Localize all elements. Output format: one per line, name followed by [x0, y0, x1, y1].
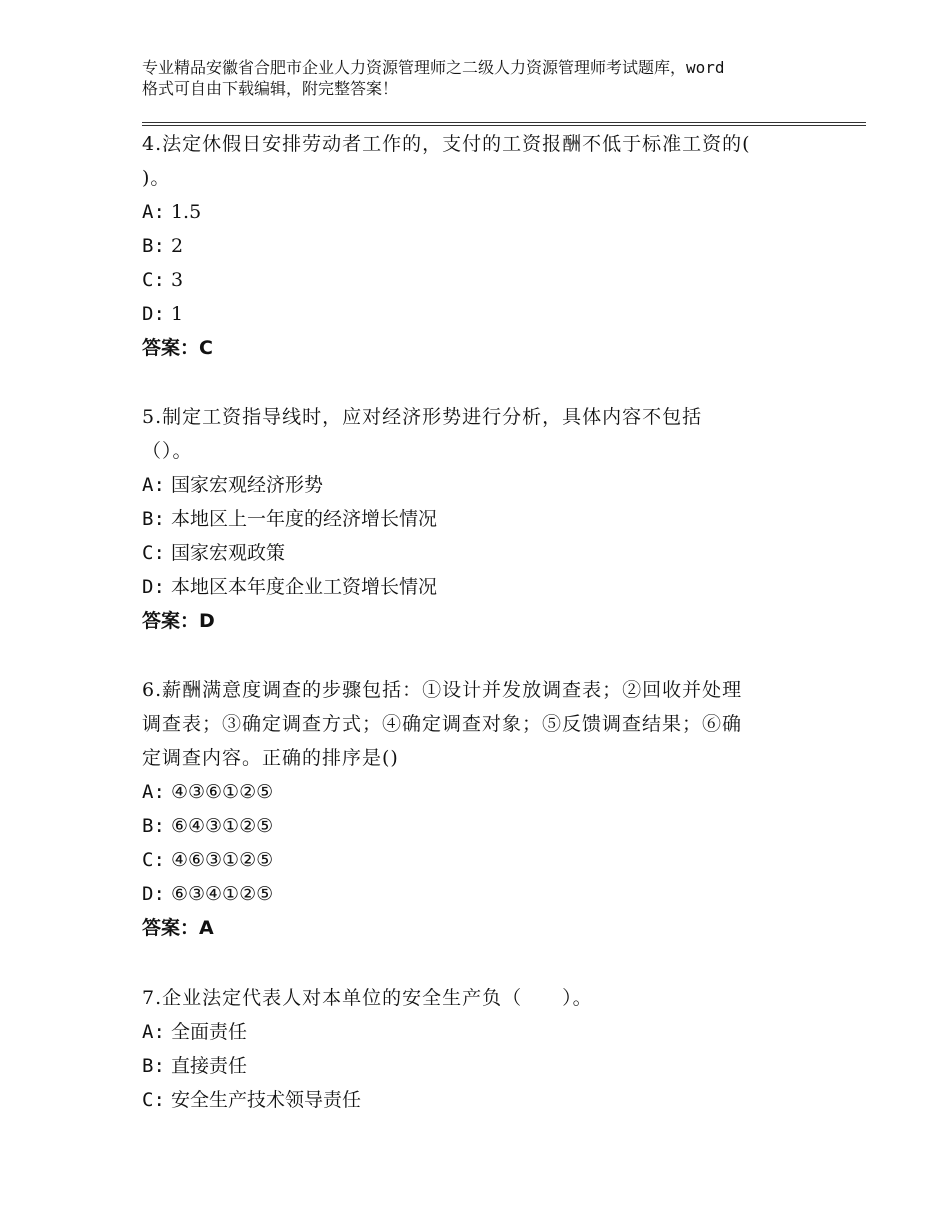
option-text: 国家宏观政策 — [170, 542, 285, 564]
option-c — [142, 843, 866, 877]
option-b — [142, 1049, 866, 1083]
document-header — [142, 57, 842, 99]
question-stem-line: 4.法定休假日安排劳动者工作的，支付的工资报酬不低于标准工资的( — [142, 133, 751, 155]
header-line-2: 格式可自由下载编辑，附完整答案！ — [142, 79, 399, 98]
option-text: 直接责任 — [170, 1055, 247, 1077]
answer-line: 答案：D — [142, 610, 215, 632]
option-a — [142, 775, 866, 809]
option-b — [142, 809, 866, 843]
option-label: C: — [142, 542, 165, 564]
option-label: A: — [142, 1021, 165, 1043]
question-stem-line: 5.制定工资指导线时，应对经济形势进行分析，具体内容不包括 — [142, 406, 703, 428]
option-text: ④⑥③①②⑤ — [170, 849, 274, 871]
answer-line: 答案：C — [142, 337, 213, 359]
option-label: D: — [142, 303, 165, 325]
option-text: 本地区本年度企业工资增长情况 — [170, 576, 437, 598]
option-label: B: — [142, 235, 165, 257]
question-4 — [142, 127, 866, 365]
option-label: C: — [142, 1089, 165, 1111]
option-text: ⑥④③①②⑤ — [170, 815, 274, 837]
option-c — [142, 536, 866, 570]
option-d — [142, 570, 866, 604]
option-text: 1 — [170, 303, 184, 325]
option-text: 全面责任 — [170, 1021, 247, 1043]
option-label: B: — [142, 1055, 165, 1077]
option-label: C: — [142, 269, 165, 291]
question-stem-line: 7.企业法定代表人对本单位的安全生产负（ ）。 — [142, 987, 593, 1009]
option-text: 国家宏观经济形势 — [170, 474, 323, 496]
option-label: B: — [142, 508, 165, 530]
option-text: ④③⑥①②⑤ — [170, 781, 274, 803]
option-label: A: — [142, 201, 165, 223]
option-label: D: — [142, 883, 165, 905]
option-c — [142, 263, 866, 297]
option-a — [142, 195, 866, 229]
option-a — [142, 468, 866, 502]
answer-line: 答案：A — [142, 917, 214, 939]
question-6 — [142, 673, 866, 945]
question-stem-line: （）。 — [142, 440, 193, 462]
option-label: D: — [142, 576, 165, 598]
option-b — [142, 502, 866, 536]
option-text: 安全生产技术领导责任 — [170, 1089, 361, 1111]
option-d — [142, 877, 866, 911]
option-label: A: — [142, 781, 165, 803]
option-label: A: — [142, 474, 165, 496]
option-text: 1.5 — [170, 201, 202, 223]
question-stem-line: 定调查内容。正确的排序是() — [142, 747, 399, 769]
option-text: 3 — [170, 269, 184, 291]
header-divider-top — [142, 122, 866, 123]
option-b — [142, 229, 866, 263]
option-a — [142, 1015, 866, 1049]
option-label: B: — [142, 815, 165, 837]
header-line-1: 专业精品安徽省合肥市企业人力资源管理师之二级人力资源管理师考试题库，word — [142, 58, 725, 77]
question-stem-line: 6.薪酬满意度调查的步骤包括：①设计并发放调查表；②回收并处理 — [142, 679, 743, 701]
option-label: C: — [142, 849, 165, 871]
option-d — [142, 297, 866, 331]
header-divider-bottom — [142, 125, 866, 126]
question-stem-line: 调查表；③确定调查方式；④确定调查对象；⑤反馈调查结果；⑥确 — [142, 713, 743, 735]
option-text: 2 — [170, 235, 184, 257]
question-5 — [142, 400, 866, 638]
option-c — [142, 1083, 866, 1117]
question-stem-line: )。 — [142, 167, 171, 189]
option-text: 本地区上一年度的经济增长情况 — [170, 508, 437, 530]
option-text: ⑥③④①②⑤ — [170, 883, 274, 905]
question-7 — [142, 981, 866, 1117]
